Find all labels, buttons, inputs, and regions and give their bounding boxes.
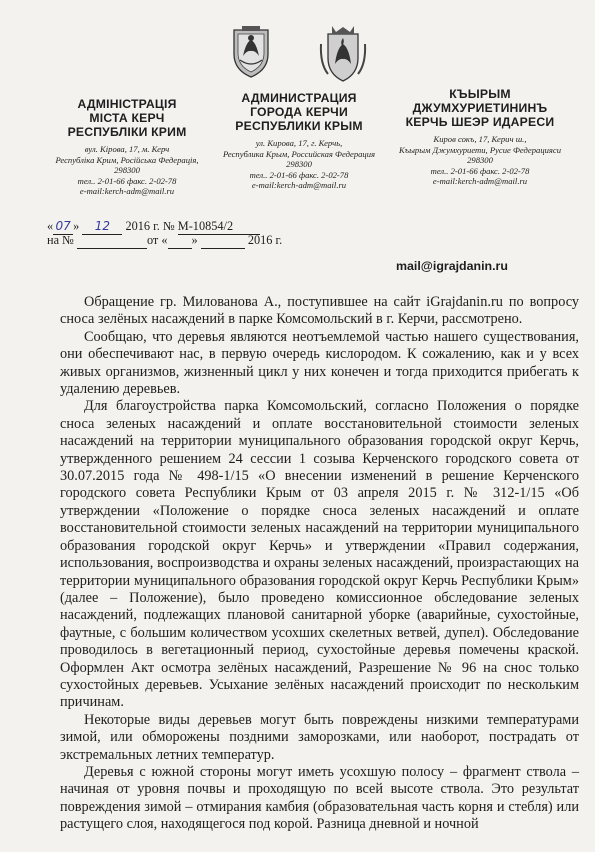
recipient-email: mail@igrajdanin.ru	[396, 259, 508, 273]
header-ru	[214, 91, 384, 191]
address-ua: вул. Кірова, 17, м. Керч Республіка Крим, Російська Федерація, 298300 тел.. 2-01-66 факс. 2-02-78 e-mail:kerch-adm@mail.ru	[55, 144, 199, 197]
reference-registration: на № от « » 2016 г.	[47, 233, 283, 247]
address-crh: Киров сокъ, 17, Керич ш., Къырым Джумхуриети, Русие Федерацияси 298300 тел.. 2-01-66 факс. 2-02-78 e-mail:kerch-adm@mail.ru	[398, 134, 562, 187]
handwritten-day: 07	[53, 219, 73, 235]
crimea-coat-of-arms-icon	[318, 24, 368, 86]
paragraph: Для благоустройства парка Комсомольский, согласно Положения о порядке сноса зеленых насаждений и оплате восстановительной стоимости зеленых насаждений на территории муниципального образования городской округ Керчь, утвержденного решением 24 сессии 1 созыва Керченского городского совета от 30.07.2015 года № 498-1/15 «О внесении изменений в решение Керченского городского совета Республики Крым от 03 апреля 2015 г. № 312-1/15 «Об утверждении «Положение о порядке сноса зеленых насаждений и оплате восстановительной стоимости зеленых насаждений на территории муниципального образования городской округ Керчь» и утверждении «Правил содержания, использования, воспроизводства и охраны зеленых насаждений, произрастающих на территории муниципального образования городской округ Керчь Республики Крым» (далее – Положение), было проведено комиссионное обследование зеленых насаждений, подлежащих плановой санитарной уборке (аварийные, сухостойные, фаутные, с большим количеством усохших скелетных ветвей, дупел). Обследование проводилось в вегетационный период, сухостойные деревья помечены краской. Оформлен Акт осмотра зелёных насаждений, Разрешение № 96 на снос только сухостойных деревьев. Усыхание зелёных насаждений происходит по нескольким причинам.	[60, 398, 579, 711]
document-number: М-10854/2	[178, 219, 260, 235]
paragraph: Обращение гр. Милованова А., поступившее на сайт iGrajdanin.ru по вопросу сноса зелёных насаждений в парке Комсомольский в г. Керчи, рассмотрено.	[60, 294, 579, 328]
letter-body	[60, 294, 579, 834]
address-ru: ул. Кирова, 17, г. Керчь, Республика Крым, Российская Федерация 298300 тел.. 2-01-66 факс. 2-02-78 e-mail:kerch-adm@mail.ru	[222, 138, 376, 191]
paragraph: Некоторые виды деревьев могут быть повреждены низкими температурами зимой, или обморожены поздними заморозками, или наоборот, пострадать от экстремальных летних температур.	[60, 711, 579, 763]
paragraph: Деревья с южной стороны могут иметь усохшую полосу – фрагмент ствола – начиная от уровня почвы и проходящую по всей высоте ствола. Это результат повреждения зимой – отмирания камбия (образовательная часть корня и стебля) или растущего слоя, находящегося под корой. Разница дневной и ночной	[60, 763, 579, 833]
org-name-ru: АДМИНИСТРАЦИЯ ГОРОДА КЕРЧИ РЕСПУБЛИКИ КРЫМ	[235, 91, 363, 133]
org-name-ua: АДМІНІСТРАЦІЯ МІСТА КЕРЧ РЕСПУБЛІКИ КРИМ	[67, 97, 187, 139]
handwritten-month: 12	[82, 219, 122, 235]
org-name-crh: КЪЫРЫМ ДЖУМХУРИЕТИНИНЪ КЕРЧЬ ШЕЭР ИДАРЕСИ	[405, 87, 555, 129]
paragraph: Сообщаю, что деревья являются неотъемлемой частью нашего существования, они обеспечивают нас, в первую очередь кислородом. К сожалению, как и у всех живых организмов, жизненный цикл у них конечен и тогда приходится прибегать к удалению деревьев.	[60, 328, 579, 398]
kerch-coat-of-arms-icon	[228, 24, 274, 80]
header-ua	[52, 97, 202, 197]
header-crh	[380, 87, 580, 187]
outgoing-registration: « 07 » 12 2016 г. № М-10854/2	[47, 219, 260, 235]
